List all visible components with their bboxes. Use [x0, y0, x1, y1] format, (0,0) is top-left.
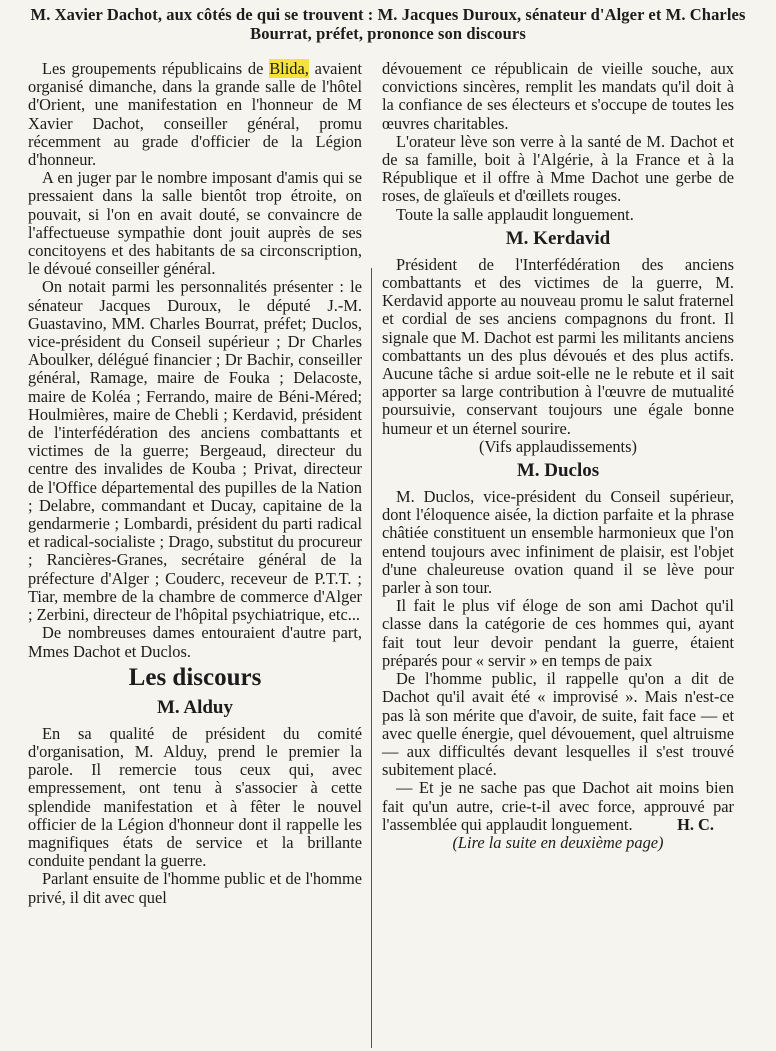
photo-caption: M. Xavier Dachot, aux côtés de qui se trouvent : M. Jacques Duroux, sénateur d'Alger et M. Charles Bourrat, préfet, prononce son discours: [30, 5, 746, 43]
subheading-duclos: M. Duclos: [516, 460, 600, 482]
section-heading-speeches: Les discours: [128, 663, 262, 691]
paragraph-applause: Toute la salle applaudit longuement.: [396, 204, 634, 224]
paragraph-alduy-continued: Parlant ensuite de l'homme public et de l'homme privé, il dit avec quel: [28, 869, 362, 907]
paragraph-duclos-public: De l'homme public, il rappelle qu'on a dit de Dachot qu'il avait été « improvisé ». Mais n'est-ce pas là son mérite que d'avoir, de suite, fait face — et avec quelle énergie, quel dévouement, quel altruisme — aux difficultés devant lesquelles il s'est trouvé subitement placé.: [382, 669, 734, 780]
paragraph-duclos-intro: M. Duclos, vice-président du Conseil supérieur, dont l'éloquence aisée, la diction parfaite et la phrase châtiée constituent un ensemble harmonieux que l'on entend toujours avec infiniment de plaisir, est l'objet d'une chaleureuse ovation quand il se lève pour parler à son tour.: [382, 487, 734, 598]
paragraph-alduy-speech: En sa qualité de président du comité d'organisation, M. Alduy, prend le premier la parole. Il remercie tous ceux qui, avec empressement, ont tenu à s'associer à cette splendide manifestation et à fêter le nouvel officier de la Légion d'honneur dont il rappelle les magnifiques états de service et la brillante conduite pendant la guerre.: [28, 723, 362, 871]
paragraph-audience: A en juger par le nombre imposant d'amis qui se pressaient dans la salle bientôt trop étroite, on pouvait, si l'on en avait douté, se convaincre de l'affectueuse sympathie dont jouit auprès de ses concitoyens et des habitants de sa circonscription, le dévoué conseiller général.: [28, 168, 362, 279]
applause-note: (Vifs applaudissements): [479, 436, 637, 456]
intro-text-end: avaient organisé dimanche, dans la grande salle de l'hôtel d'Orient, une manifestation en l'honneur de M Xavier Dachot, conseiller général, promu récemment au grade d'officier de la Légion d'honneur.: [28, 59, 362, 170]
right-column: [382, 60, 734, 852]
column-divider: [371, 268, 372, 1048]
author-signature: H. C.: [677, 814, 714, 834]
paragraph-duclos-closing: [382, 779, 734, 834]
paragraph-continuation: dévouement ce républicain de vieille souche, aux convictions sincères, remplit les mandats qu'il doit à la confiance de ses électeurs et s'occupe de toutes les œuvres charitables.: [382, 59, 734, 133]
left-column: [28, 60, 362, 907]
highlighted-word: Blida,: [269, 59, 309, 78]
paragraph-ladies: De nombreuses dames entouraient d'autre part, Mmes Dachot et Duclos.: [28, 623, 362, 661]
subheading-kerdavid: M. Kerdavid: [505, 227, 611, 249]
subheading-alduy: M. Alduy: [156, 696, 234, 718]
closing-text: — Et je ne sache pas que Dachot ait moins bien fait qu'un autre, crie-t-il avec force, approuvé par l'assemblée qui applaudit longuement.: [382, 778, 734, 834]
paragraph-personalities: On notait parmi les personnalités présenter : le sénateur Jacques Duroux, le député J.-M. Guastavino, MM. Charles Bourrat, préfet; Duclos, vice-président du Conseil supérieur ; Dr Charles Aboulker, délégué financier ; Dr Bachir, conseiller général, Ramage, maire de Fouka ; Delacoste, maire de Koléa ; Ferrando, maire de Béni-Méred; Houlmières, maire de Chebli ; Kerdavid, président de l'interfédération des anciens combattants et victimes de la guerre; Bergeaud, directeur du centre des invalides de Kouba ; Privat, directeur de l'Office départemental des pupilles de la Nation ; Delabre, commandant et Ducay, capitaine de la gendarmerie ; Lombardi, président du parti radical et radical-socialiste ; Drago, substitut du procureur ; Rancières-Granes, secrétaire général de la préfecture d'Alger ; Couderc, receveur de P.T.T. ; Tiar, membre de la chambre de commerce d'Alger ; Zerbini, directeur de l'hôpital psychiatrique, etc...: [28, 277, 362, 625]
paragraph-intro: [28, 60, 362, 169]
paragraph-duclos-praise: Il fait le plus vif éloge de son ami Dachot qu'il classe dans la catégorie de ces hommes qui, ayant fait tout leur devoir pendant la guerre, étaient préparés pour « servir » en temps de paix: [382, 596, 734, 670]
paragraph-toast: L'orateur lève son verre à la santé de M. Dachot et de sa famille, boit à l'Algérie, à la France et à la République et il offre à Mme Dachot une gerbe de roses, de glaïeuls et d'œillets rouges.: [382, 131, 734, 206]
continued-note: (Lire la suite en deuxième page): [452, 832, 664, 852]
intro-text-start: Les groupements républicains de: [42, 59, 270, 78]
paragraph-kerdavid-speech: Président de l'Interfédération des anciens combattants et des victimes de la guerre, M. Kerdavid apporte au nouveau promu le salut fraternel et cordial de ses anciens compagnons du front. Il signale que M. Dachot est parmi les militants anciens combattants un des plus dévoués et des plus actifs. Aucune tâche si ardue soit-elle ne le rebute et il sait apporter sa large contribution à l'œuvre de mutualité poursuivie, conservant toujours une égale bonne humeur et un éternel sourire.: [382, 254, 734, 438]
